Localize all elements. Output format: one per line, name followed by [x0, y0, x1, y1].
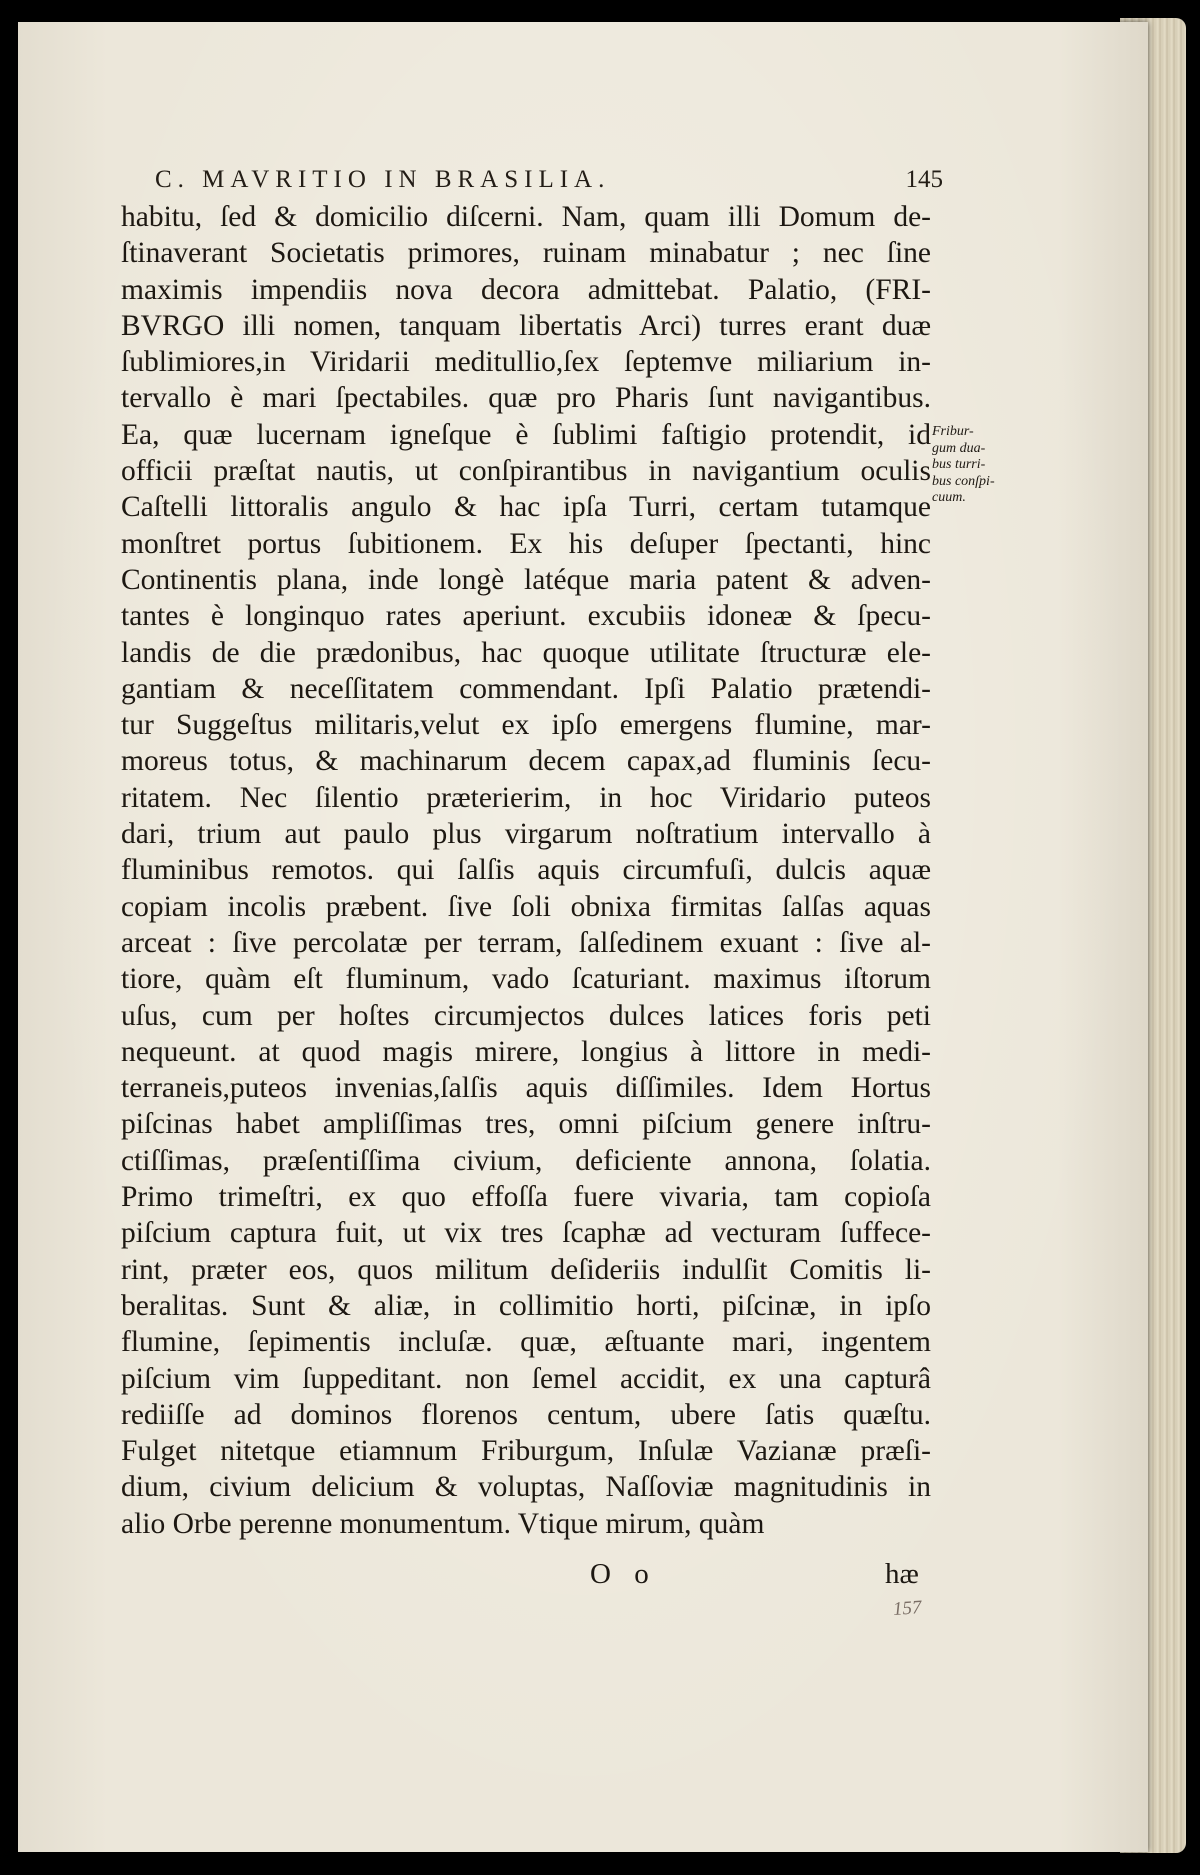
running-title: C. MAVRITIO IN BRASILIA.: [155, 166, 611, 193]
marginal-note-line: bus conſpi-: [932, 473, 995, 489]
text-line: ſtinaverant Societatis primores, ruinam minabatur ; nec ſine: [121, 237, 931, 270]
text-line: Fulget nitetque etiamnum Friburgum, Inſulæ Vazianæ præſi-: [121, 1435, 931, 1468]
marginal-note-line: Fribur-: [932, 424, 974, 439]
text-line: Caſtelli littoralis angulo & hac ipſa Turri, certam tutamque: [121, 491, 931, 524]
text-line: habitu, ſed & domicilio diſcerni. Nam, quam illi Domum de-: [121, 201, 931, 233]
text-line: arceat : ſive percolatæ per terram, ſalſedinem exuant : ſive al-: [121, 926, 931, 959]
text-line: flumine, ſepimentis incluſæ. quæ, æſtuante mari, ingentem: [121, 1326, 931, 1359]
text-line: Ea, quæ lucernam igneſque è ſublimi faſtigio protendit, id: [121, 418, 931, 451]
text-line: rint, præter eos, quos militum deſideriis indulſit Comitis li-: [121, 1253, 931, 1286]
text-line: tantes è longinquo rates aperiunt. excubiis idoneæ & ſpecu-: [121, 600, 931, 633]
marginal-note-line: cuum.: [932, 490, 966, 505]
text-line: tiore, quàm eſt fluminum, vado ſcaturiant. maximus iſtorum: [121, 963, 931, 996]
handwritten-page-number: 157: [892, 1597, 923, 1620]
text-line: ctiſſimas, præſentiſſima civium, deficiente annona, ſolatia.: [121, 1144, 931, 1177]
page-number: 145: [905, 166, 943, 193]
text-line: tervallo è mari ſpectabiles. quæ pro Pharis ſunt navigantibus.: [121, 382, 931, 415]
text-line: uſus, cum per hoſtes circumjectos dulces latices foris peti: [121, 999, 931, 1032]
text-line: moreus totus, & machinarum decem capax,ad fluminis ſecu-: [121, 745, 931, 778]
text-line: maximis impendiis nova decora admittebat. Palatio, (FRI-: [121, 273, 931, 306]
text-line: landis de die prædonibus, hac quoque utilitate ſtructuræ ele-: [121, 636, 931, 669]
text-line: fluminibus remotos. qui ſalſis aquis circumfuſi, dulcis aquæ: [121, 854, 931, 887]
text-line: tur Suggeſtus militaris,velut ex ipſo emergens flumine, mar-: [121, 709, 931, 742]
text-line: ſublimiores,in Viridarii meditullio,ſex ſeptemve miliarium in-: [121, 346, 931, 379]
text-line: beralitas. Sunt & aliæ, in collimitio horti, piſcinæ, in ipſo: [121, 1289, 931, 1322]
text-line: terraneis,puteos invenias,ſalſis aquis diſſimiles. Idem Hortus: [121, 1072, 931, 1105]
marginal-note-line: gum dua-: [932, 440, 986, 456]
text-line: dium, civium delicium & voluptas, Naſſoviæ magnitudinis in: [121, 1471, 931, 1504]
text-line: piſcium vim ſuppeditant. non ſemel accidit, ex una capturâ: [121, 1362, 931, 1395]
text-line: Primo trimeſtri, ex quo effoſſa fuere vivaria, tam copioſa: [121, 1181, 931, 1214]
text-line: nequeunt. at quod magis mirere, longius à littore in medi-: [121, 1035, 931, 1068]
text-line: monſtret portus ſubitionem. Ex his deſuper ſpectanti, hinc: [121, 527, 931, 560]
text-line: ritatem. Nec ſilentio præterierim, in hoc Viridario puteos: [121, 781, 931, 814]
text-line: copiam incolis præbent. ſive ſoli obnixa firmitas ſalſas aquas: [121, 890, 931, 923]
catchword: hæ: [885, 1558, 919, 1590]
marginal-note-line: bus turri-: [932, 457, 986, 472]
body-text: [121, 199, 931, 1542]
text-line: Continentis plana, inde longè latéque maria patent & adven-: [121, 563, 931, 596]
marginal-note: [932, 424, 1012, 507]
text-line: alio Orbe perenne monumentum. Vtique mirum, quàm: [121, 1507, 765, 1540]
text-line: dari, trium aut paulo plus virgarum noſtratium intervallo à: [121, 818, 931, 851]
text-line: piſcium captura fuit, ut vix tres ſcaphæ ad vecturam ſuffece-: [121, 1217, 931, 1250]
text-line: gantiam & neceſſitatem commendant. Ipſi Palatio prætendi-: [121, 672, 931, 705]
text-line: BVRGO illi nomen, tanquam libertatis Arci) turres erant duæ: [121, 309, 931, 342]
text-line: piſcinas habet ampliſſimas tres, omni piſcium genere inſtru-: [121, 1108, 931, 1141]
text-line: rediiſſe ad dominos florenos centum, ubere ſatis quæſtu.: [121, 1398, 931, 1431]
signature-mark: O o: [590, 1558, 657, 1590]
text-line: officii præſtat nautis, ut conſpirantibus in navigantium oculis: [121, 455, 931, 488]
